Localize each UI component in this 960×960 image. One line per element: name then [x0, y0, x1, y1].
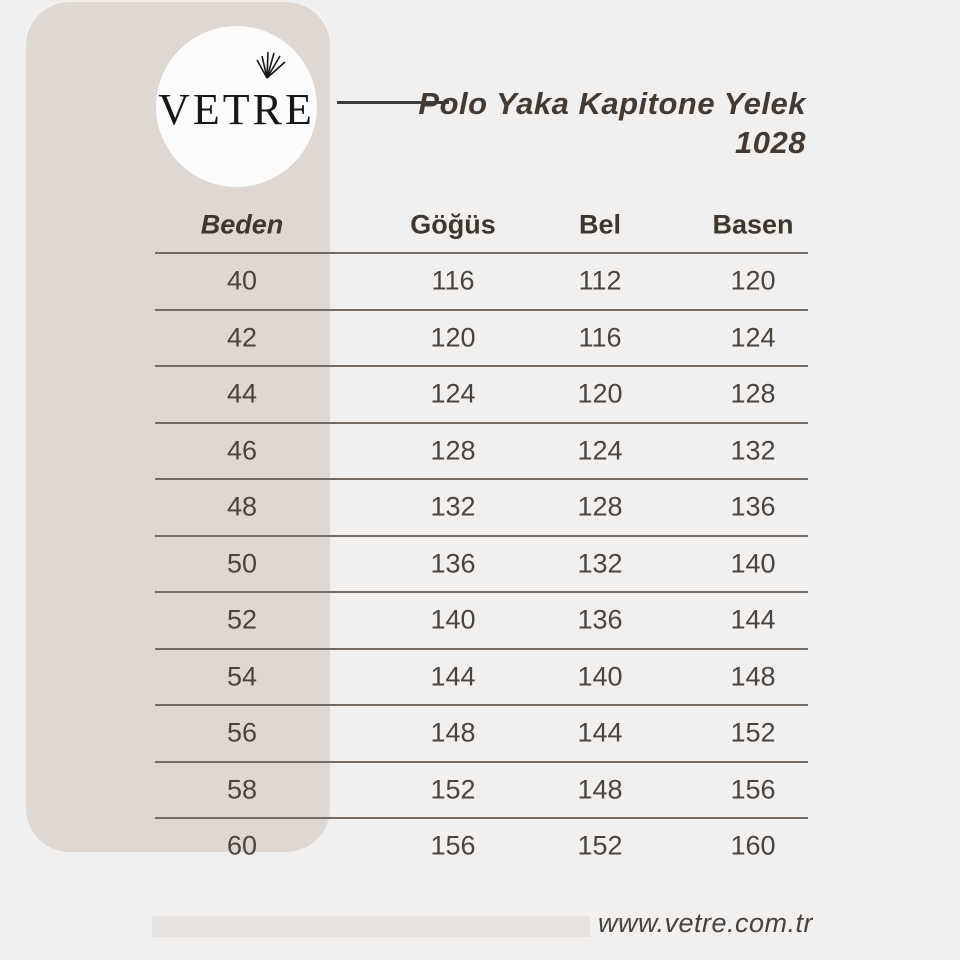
- chest-value: 136: [430, 548, 476, 579]
- table-header-row: [155, 197, 808, 252]
- brand-logo: [156, 26, 317, 187]
- table-row: [155, 478, 808, 535]
- size-value: 46: [226, 435, 258, 466]
- hip-value: 132: [730, 435, 776, 466]
- size-value: 40: [226, 265, 258, 296]
- hip-value: 140: [730, 548, 776, 579]
- column-header-bel: Bel: [578, 209, 622, 239]
- hip-value: 124: [730, 322, 776, 353]
- table-row: [155, 648, 808, 705]
- table-row: [155, 422, 808, 479]
- chest-value: 156: [430, 830, 476, 861]
- chest-value: 132: [430, 491, 476, 522]
- website-url: www.vetre.com.tr: [597, 908, 813, 938]
- chest-value: 144: [430, 661, 476, 692]
- waist-value: 116: [578, 322, 622, 353]
- size-value: 58: [226, 774, 258, 805]
- hip-value: 120: [730, 265, 776, 296]
- chest-value: 116: [431, 265, 475, 296]
- chest-value: 152: [430, 774, 476, 805]
- hip-value: 152: [730, 717, 776, 748]
- product-code: 1028: [735, 125, 806, 160]
- hip-value: 156: [730, 774, 776, 805]
- waist-value: 140: [577, 661, 623, 692]
- waist-value: 112: [578, 265, 622, 296]
- chest-value: 120: [430, 322, 476, 353]
- size-value: 50: [226, 548, 258, 579]
- hip-value: 136: [730, 491, 776, 522]
- brand-name: VETRE: [158, 85, 315, 134]
- footer-bar: [152, 916, 590, 937]
- waist-value: 136: [577, 604, 623, 635]
- table-row: [155, 309, 808, 366]
- table-row: [155, 365, 808, 422]
- waist-value: 152: [577, 830, 623, 861]
- size-value: 42: [226, 322, 258, 353]
- table-row: [155, 817, 808, 874]
- table-row: [155, 535, 808, 592]
- table-row: [155, 591, 808, 648]
- size-value: 52: [226, 604, 258, 635]
- table-row: [155, 761, 808, 818]
- waist-value: 148: [577, 774, 623, 805]
- waist-value: 132: [577, 548, 623, 579]
- size-table: [155, 197, 808, 874]
- product-title: Polo Yaka Kapitone Yelek: [418, 86, 806, 121]
- chest-value: 128: [430, 435, 476, 466]
- table-body: [155, 252, 808, 874]
- waist-value: 124: [577, 435, 623, 466]
- size-value: 56: [226, 717, 258, 748]
- size-value: 54: [226, 661, 258, 692]
- column-header-beden: Beden: [200, 209, 284, 239]
- hip-value: 128: [730, 378, 776, 409]
- hip-value: 148: [730, 661, 776, 692]
- size-value: 48: [226, 491, 258, 522]
- table-row: [155, 252, 808, 309]
- size-value: 44: [226, 378, 258, 409]
- hip-value: 144: [730, 604, 776, 635]
- chest-value: 148: [430, 717, 476, 748]
- hip-value: 160: [730, 830, 776, 861]
- waist-value: 120: [577, 378, 623, 409]
- chest-value: 140: [430, 604, 476, 635]
- size-value: 60: [226, 830, 258, 861]
- product-title-block: [418, 84, 806, 162]
- waist-value: 144: [577, 717, 623, 748]
- chest-value: 124: [430, 378, 476, 409]
- column-header-basen: Basen: [712, 209, 794, 239]
- waist-value: 128: [577, 491, 623, 522]
- column-header-gogus: Göğüs: [410, 209, 496, 239]
- table-row: [155, 704, 808, 761]
- leaf-sprig-icon: [253, 46, 289, 80]
